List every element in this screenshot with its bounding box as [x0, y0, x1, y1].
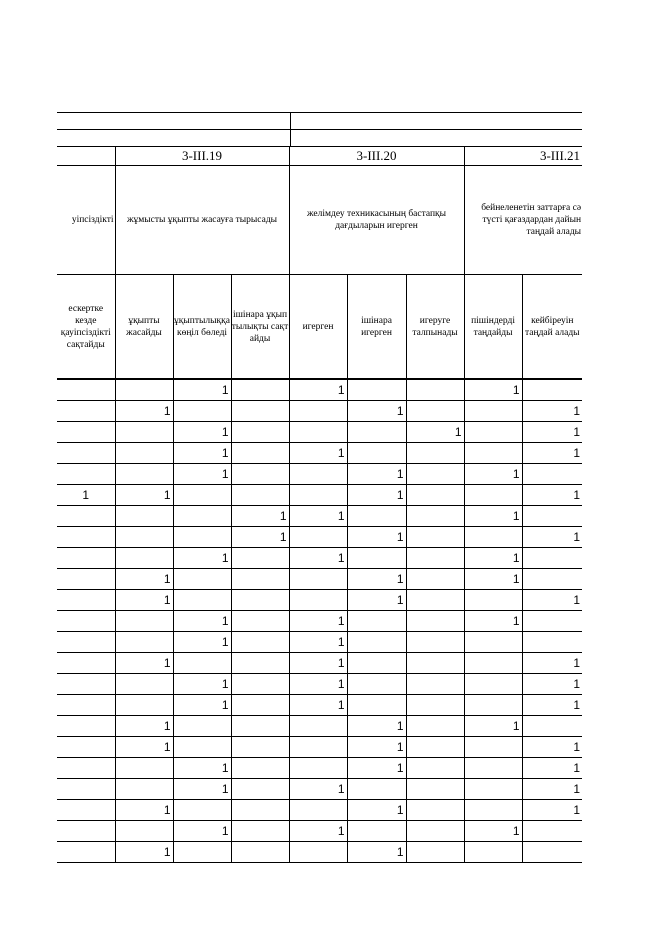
header-cell — [464, 166, 582, 275]
table-cell — [406, 800, 464, 821]
table-cell — [57, 653, 115, 674]
table-cell — [347, 506, 406, 527]
table-cell — [231, 548, 289, 569]
table-cell — [173, 653, 231, 674]
header-line: бейнеленетін заттарға сә — [481, 203, 582, 213]
table-cell — [522, 379, 582, 401]
table-cell: 1 — [464, 821, 522, 842]
table-cell — [406, 716, 464, 737]
code-cell: 3-III.21 — [464, 147, 582, 166]
table-cell: 1 — [464, 548, 522, 569]
table-cell: 1 — [173, 422, 231, 443]
assessment-table — [57, 146, 582, 863]
table-cell — [57, 758, 115, 779]
table-cell: 1 — [522, 695, 582, 716]
table-cell — [347, 548, 406, 569]
code-row — [57, 147, 582, 166]
table-cell — [115, 821, 173, 842]
table-cell — [406, 443, 464, 464]
table-cell — [464, 800, 522, 821]
table-row — [57, 716, 582, 737]
subheader-cell: ұқыптылыққа көңіл бөледі — [173, 275, 231, 380]
table-cell — [57, 527, 115, 548]
table-cell — [464, 653, 522, 674]
table-cell: 1 — [464, 716, 522, 737]
table-cell — [231, 758, 289, 779]
table-cell — [231, 569, 289, 590]
table-row — [57, 485, 582, 506]
table-cell — [231, 485, 289, 506]
table-cell — [347, 821, 406, 842]
table-cell: 1 — [522, 485, 582, 506]
table-cell: 1 — [522, 779, 582, 800]
table-cell: 1 — [347, 485, 406, 506]
table-cell — [347, 379, 406, 401]
table-cell — [173, 401, 231, 422]
table-cell — [231, 632, 289, 653]
table-cell — [464, 401, 522, 422]
table-cell — [406, 632, 464, 653]
table-cell — [406, 506, 464, 527]
table-cell — [464, 590, 522, 611]
table-row — [57, 527, 582, 548]
table-cell — [115, 674, 173, 695]
table-cell — [464, 737, 522, 758]
table-cell: 1 — [347, 737, 406, 758]
table-cell: 1 — [115, 485, 173, 506]
table-cell: 1 — [115, 401, 173, 422]
table-cell — [57, 674, 115, 695]
table-cell: 1 — [173, 379, 231, 401]
table-cell — [464, 842, 522, 863]
table-row — [57, 821, 582, 842]
table-cell — [406, 611, 464, 632]
table-cell: 1 — [289, 443, 347, 464]
table-cell: 1 — [347, 758, 406, 779]
table-cell: 1 — [347, 464, 406, 485]
table-cell — [115, 548, 173, 569]
table-cell — [522, 464, 582, 485]
table-cell — [522, 548, 582, 569]
table-row — [57, 569, 582, 590]
table-cell — [522, 506, 582, 527]
table-cell — [406, 590, 464, 611]
table-cell — [115, 443, 173, 464]
table-row — [57, 842, 582, 863]
table-cell — [57, 569, 115, 590]
table-cell — [115, 379, 173, 401]
table-cell — [406, 527, 464, 548]
table-cell — [231, 779, 289, 800]
subheader-cell: кейбіреуін таңдай алады — [522, 275, 582, 380]
table-cell: 1 — [173, 695, 231, 716]
table-cell — [289, 737, 347, 758]
table-cell — [406, 653, 464, 674]
table-cell — [231, 443, 289, 464]
table-cell: 1 — [173, 821, 231, 842]
table-cell — [464, 527, 522, 548]
table-cell — [115, 527, 173, 548]
table-cell: 1 — [464, 464, 522, 485]
table-cell — [231, 401, 289, 422]
table-cell — [231, 653, 289, 674]
table-cell: 1 — [289, 611, 347, 632]
table-cell: 1 — [289, 779, 347, 800]
table-cell — [406, 758, 464, 779]
table-cell — [289, 842, 347, 863]
table-cell — [57, 590, 115, 611]
table-cell: 1 — [522, 443, 582, 464]
table-cell — [347, 653, 406, 674]
table-cell — [57, 379, 115, 401]
table-cell — [464, 422, 522, 443]
table-cell — [406, 569, 464, 590]
table-cell: 1 — [464, 506, 522, 527]
table-cell — [57, 611, 115, 632]
table-cell — [406, 379, 464, 401]
table-cell — [57, 464, 115, 485]
table-cell: 1 — [173, 758, 231, 779]
table-cell — [522, 611, 582, 632]
table-cell — [347, 779, 406, 800]
table-cell: 1 — [522, 674, 582, 695]
table-cell: 1 — [173, 674, 231, 695]
table-cell — [464, 758, 522, 779]
table-cell: 1 — [115, 716, 173, 737]
table-cell — [522, 716, 582, 737]
table-cell — [289, 401, 347, 422]
table-cell: 1 — [347, 401, 406, 422]
table-cell: 1 — [522, 737, 582, 758]
table-cell — [406, 401, 464, 422]
table-cell — [231, 737, 289, 758]
table-cell: 1 — [347, 590, 406, 611]
table-cell — [289, 716, 347, 737]
table-cell — [289, 800, 347, 821]
table-cell — [406, 464, 464, 485]
table-cell — [115, 422, 173, 443]
table-cell — [347, 443, 406, 464]
table-cell: 1 — [347, 842, 406, 863]
table-cell: 1 — [522, 653, 582, 674]
subheader-cell: ескертке кезде қауіпсіздікті сақтайды — [57, 275, 115, 380]
subheader-cell: ұқыпты жасайды — [115, 275, 173, 380]
table-cell — [231, 800, 289, 821]
table-cell — [57, 548, 115, 569]
table-cell — [406, 548, 464, 569]
table-row — [57, 443, 582, 464]
table-cell — [57, 422, 115, 443]
header-cell: желімдеу техникасының бастапқы дағдыларын игерген — [289, 166, 464, 275]
table-cell — [464, 674, 522, 695]
table-cell — [347, 695, 406, 716]
table-cell: 1 — [289, 379, 347, 401]
top-column-divider — [290, 112, 291, 147]
table-cell — [57, 695, 115, 716]
table-cell — [289, 527, 347, 548]
table-cell — [173, 527, 231, 548]
table-cell — [406, 821, 464, 842]
table-row — [57, 590, 582, 611]
table-cell — [173, 842, 231, 863]
table-cell: 1 — [115, 800, 173, 821]
top-rule-1 — [57, 112, 582, 113]
table-cell: 1 — [289, 821, 347, 842]
table-cell — [231, 379, 289, 401]
subheader-cell: пішіндерді таңдайды — [464, 275, 522, 380]
table-cell: 1 — [464, 569, 522, 590]
table-row — [57, 506, 582, 527]
table-cell — [57, 506, 115, 527]
table-cell: 1 — [522, 590, 582, 611]
table-cell: 1 — [173, 548, 231, 569]
table-cell — [289, 590, 347, 611]
table-cell — [464, 632, 522, 653]
code-cell: 3-III.20 — [289, 147, 464, 166]
table-cell — [57, 737, 115, 758]
table-cell: 1 — [522, 758, 582, 779]
table-cell — [464, 779, 522, 800]
table-cell — [289, 569, 347, 590]
table-cell — [231, 590, 289, 611]
table-cell: 1 — [347, 527, 406, 548]
table-cell: 1 — [347, 569, 406, 590]
table-row — [57, 779, 582, 800]
table-cell — [57, 443, 115, 464]
table-cell — [347, 611, 406, 632]
table-cell — [522, 842, 582, 863]
table-cell: 1 — [115, 653, 173, 674]
table-cell — [173, 506, 231, 527]
table-cell: 1 — [289, 653, 347, 674]
table-cell — [57, 842, 115, 863]
table-cell — [231, 842, 289, 863]
table-cell: 1 — [115, 737, 173, 758]
table-row — [57, 674, 582, 695]
subheader-cell: игеруге талпынады — [406, 275, 464, 380]
table-cell — [406, 737, 464, 758]
table-cell — [347, 422, 406, 443]
table-cell: 1 — [115, 842, 173, 863]
table-cell: 1 — [289, 632, 347, 653]
table-cell — [347, 632, 406, 653]
header-line: түсті қағаздардан дайын — [482, 215, 582, 225]
table-cell — [173, 737, 231, 758]
table-cell — [173, 485, 231, 506]
subheader-cell: игерген — [289, 275, 347, 380]
table-cell: 1 — [173, 611, 231, 632]
table-cell: 1 — [231, 527, 289, 548]
table-cell — [406, 674, 464, 695]
subheader-row — [57, 275, 582, 380]
table-cell — [57, 779, 115, 800]
table-cell — [464, 695, 522, 716]
table-cell — [115, 611, 173, 632]
table-row — [57, 653, 582, 674]
header-line: таңдай алады — [526, 227, 582, 237]
table-cell — [289, 464, 347, 485]
table-cell — [57, 401, 115, 422]
header-cell: жұмысты ұқыпты жасауға тырысады — [115, 166, 289, 275]
table-cell: 1 — [289, 506, 347, 527]
table-cell: 1 — [289, 548, 347, 569]
table-cell — [231, 464, 289, 485]
table-row — [57, 422, 582, 443]
code-cell: 3-III.19 — [115, 147, 289, 166]
table-cell: 1 — [173, 632, 231, 653]
table-cell — [231, 674, 289, 695]
table-cell — [464, 485, 522, 506]
table-cell — [231, 695, 289, 716]
table-cell — [522, 821, 582, 842]
table-row — [57, 401, 582, 422]
table-cell — [231, 821, 289, 842]
table-row — [57, 611, 582, 632]
table-row — [57, 379, 582, 401]
table-row — [57, 695, 582, 716]
table-cell: 1 — [115, 569, 173, 590]
table-cell: 1 — [289, 674, 347, 695]
table-cell — [115, 506, 173, 527]
table-cell — [231, 611, 289, 632]
table-cell — [115, 758, 173, 779]
table-cell: 1 — [522, 422, 582, 443]
table-cell: 1 — [464, 611, 522, 632]
subheader-cell: ішінара игерген — [347, 275, 406, 380]
table-cell — [289, 485, 347, 506]
table-cell: 1 — [173, 464, 231, 485]
table-cell: 1 — [115, 590, 173, 611]
table-cell — [406, 485, 464, 506]
table-cell — [115, 632, 173, 653]
table-cell — [406, 779, 464, 800]
table-cell — [173, 590, 231, 611]
table-cell: 1 — [173, 779, 231, 800]
table-row — [57, 758, 582, 779]
table-cell: 1 — [522, 527, 582, 548]
table-cell: 1 — [231, 506, 289, 527]
table-cell: 1 — [406, 422, 464, 443]
table-cell: 1 — [173, 443, 231, 464]
table-cell — [115, 464, 173, 485]
table-cell — [289, 422, 347, 443]
table-cell — [115, 779, 173, 800]
table-cell — [522, 569, 582, 590]
table-cell — [464, 443, 522, 464]
subheader-cell: ішінара ұқыптылықты сақтайды — [231, 275, 289, 380]
table-cell: 1 — [522, 401, 582, 422]
table-cell — [347, 674, 406, 695]
header-cell: уіпсіздікті — [57, 166, 115, 275]
table-cell — [57, 800, 115, 821]
table-cell — [57, 632, 115, 653]
table-cell — [57, 821, 115, 842]
table-cell — [173, 569, 231, 590]
table-cell — [57, 716, 115, 737]
table-row — [57, 800, 582, 821]
code-cell-empty — [57, 147, 115, 166]
table-cell — [289, 758, 347, 779]
table-cell: 1 — [522, 800, 582, 821]
table-cell — [115, 695, 173, 716]
table-row — [57, 464, 582, 485]
table-row — [57, 632, 582, 653]
table-cell — [173, 716, 231, 737]
table-cell: 1 — [464, 379, 522, 401]
table-cell: 1 — [347, 800, 406, 821]
data-body — [57, 379, 582, 863]
table-row — [57, 548, 582, 569]
top-rule-2 — [57, 129, 582, 130]
table-cell — [231, 422, 289, 443]
table-cell: 1 — [289, 695, 347, 716]
table-cell — [173, 800, 231, 821]
table-cell — [406, 842, 464, 863]
table-cell — [406, 695, 464, 716]
table-cell: 1 — [347, 716, 406, 737]
header-row — [57, 166, 582, 275]
table-cell — [231, 716, 289, 737]
table-cell — [522, 632, 582, 653]
table-cell: 1 — [57, 485, 115, 506]
table-row — [57, 737, 582, 758]
